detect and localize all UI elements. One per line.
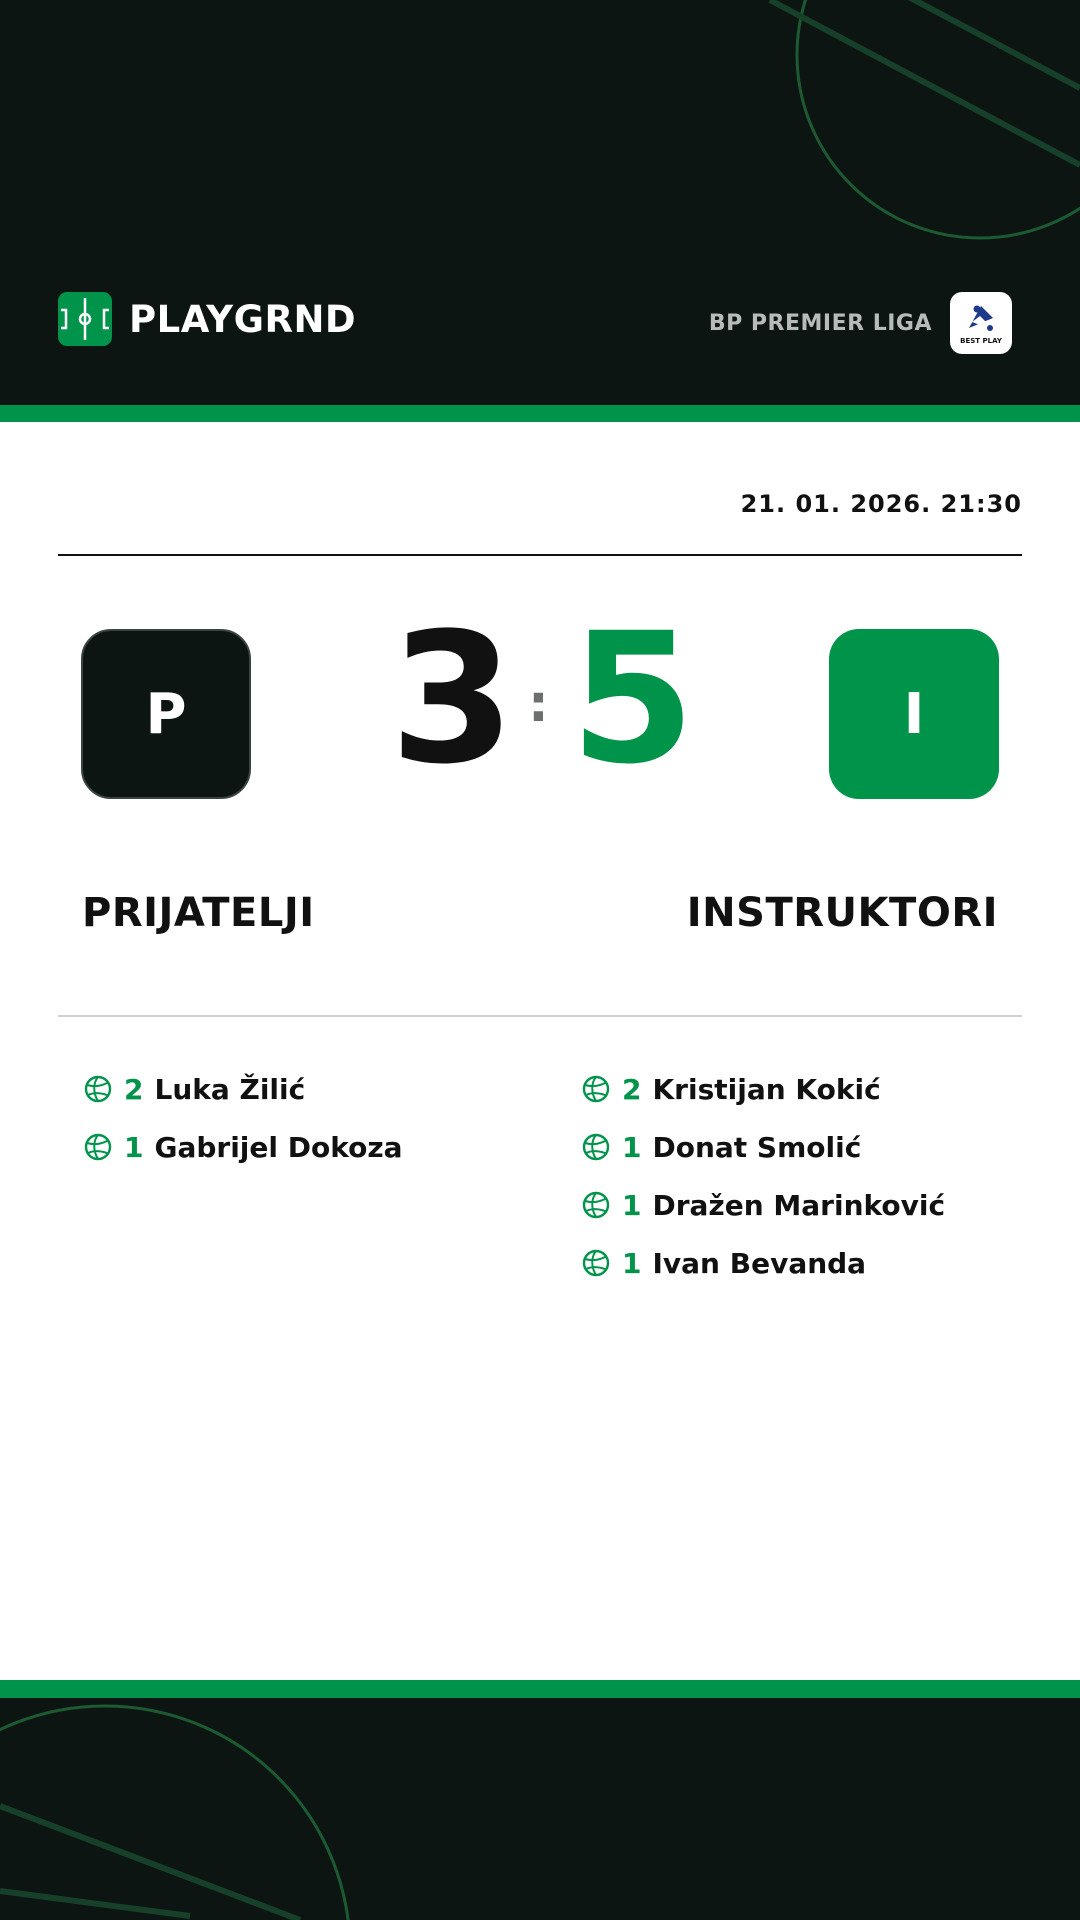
ball-icon	[582, 1133, 610, 1161]
ball-icon	[582, 1075, 610, 1103]
scorer-name: Kristijan Kokić	[652, 1072, 881, 1106]
scorer-goals: 1	[622, 1246, 642, 1280]
scorer-name: Dražen Marinković	[652, 1188, 946, 1222]
ball-icon	[582, 1249, 610, 1277]
scorer-item	[582, 1118, 1042, 1176]
ball-icon	[84, 1075, 112, 1103]
scorer-name: Gabrijel Dokoza	[154, 1130, 403, 1164]
scorer-item	[582, 1060, 1042, 1118]
home-team-name: PRIJATELJI	[82, 890, 315, 936]
divider	[58, 1015, 1022, 1017]
field-icon	[58, 292, 112, 346]
scorer-name: Donat Smolić	[652, 1130, 862, 1164]
footer	[0, 1698, 1080, 1920]
scoreboard	[360, 595, 720, 804]
away-team-name: INSTRUKTORI	[686, 890, 998, 936]
league	[709, 292, 1012, 354]
scorer-item	[582, 1176, 1042, 1234]
scorer-name: Ivan Bevanda	[652, 1246, 867, 1280]
scorer-name: Luka Žilić	[154, 1072, 306, 1106]
scorer-goals: 1	[622, 1188, 642, 1222]
brand-name: PLAYGRND	[129, 297, 357, 341]
divider	[58, 554, 1022, 556]
accent-bar-top	[0, 405, 1080, 422]
home-scorers-list	[84, 1060, 544, 1176]
away-scorers-list	[582, 1060, 1042, 1292]
ball-icon	[582, 1191, 610, 1219]
scorer-item	[84, 1118, 544, 1176]
away-score: 5	[570, 595, 696, 804]
ball-icon	[84, 1133, 112, 1161]
match-datetime: 21. 01. 2026. 21:30	[740, 490, 1022, 518]
scorer-goals: 2	[622, 1072, 642, 1106]
header	[0, 0, 1080, 405]
league-logo	[950, 292, 1012, 354]
scorer-goals: 1	[124, 1130, 144, 1164]
score-separator: :	[528, 674, 549, 734]
pitch-decoration	[0, 1698, 1080, 1920]
scorer-goals: 2	[124, 1072, 144, 1106]
league-logo-text: BEST PLAY	[960, 337, 1002, 345]
scorer-item	[84, 1060, 544, 1118]
home-score: 3	[389, 595, 515, 804]
league-name: BP PREMIER LIGA	[708, 310, 932, 336]
accent-bar-bottom	[0, 1680, 1080, 1698]
brand	[58, 292, 356, 346]
away-team-badge: I	[829, 629, 999, 799]
home-team-badge: P	[81, 629, 251, 799]
scorer-goals: 1	[622, 1130, 642, 1164]
scorer-item	[582, 1234, 1042, 1292]
